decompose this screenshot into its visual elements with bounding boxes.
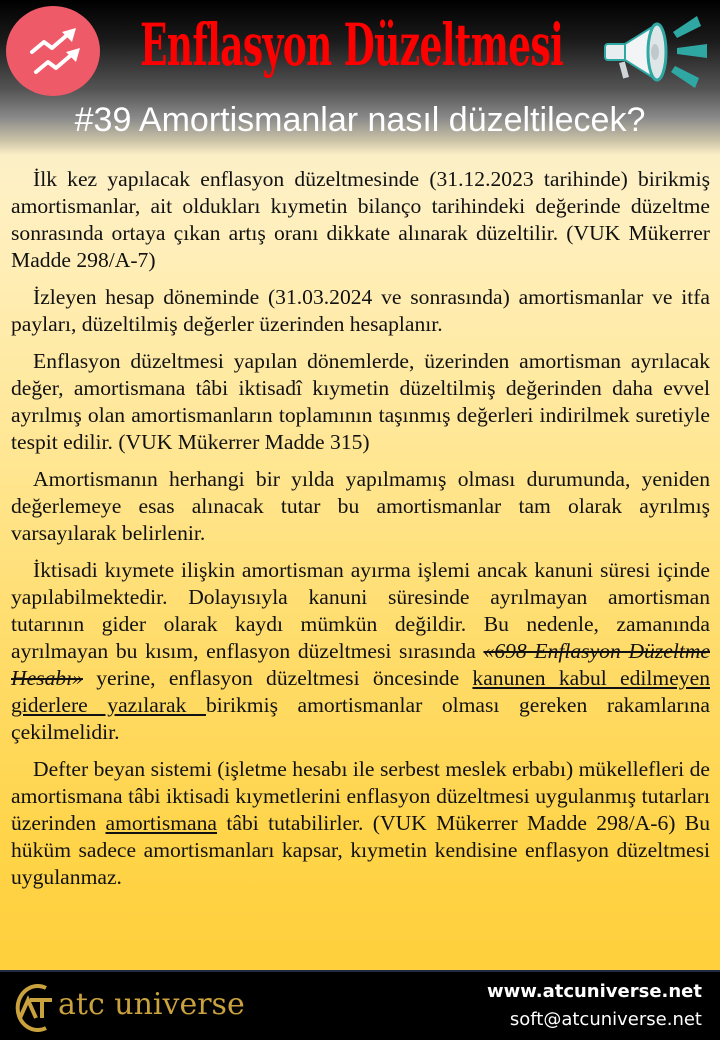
paragraph-text: tâbi tutabilirler. (VUK Mükerrer Madde 298/A-6) Bu hüküm sadece amortismanları kapsar, kıymetin kendisine enflasyon düzeltmesi uygulanmaz.: [11, 811, 710, 889]
contact-info: [487, 978, 702, 1034]
page-subtitle: #39 Amortismanlar nasıl düzeltilecek?: [74, 101, 646, 139]
trending-up-icon: [6, 6, 100, 96]
underlined-phrase: amortismana: [105, 811, 218, 835]
article-body: [11, 166, 710, 901]
paragraph-text: birikmiş amortismanlar olması gereken rakamlarına çekilmelidir.: [11, 693, 710, 744]
underlined-phrase: kanunen kabul edilmeyen giderlere yazılarak: [11, 666, 710, 717]
header: [0, 0, 720, 150]
email-link[interactable]: soft@atcuniverse.net: [509, 1009, 702, 1030]
brand-name: atc universe: [58, 987, 245, 1022]
paragraph-text: yerine, enflasyon düzeltmesi öncesinde: [82, 666, 473, 690]
megaphone-icon: [595, 10, 715, 90]
paragraph-depreciable-value: Enflasyon düzeltmesi yapılan dönemlerde, üzerinden amortisman ayrılacak değer, amortismana tâbi iktisadî kıymetin düzeltilmiş değerinden daha evvel ayrılmış olan amortismanların toplamının taşınmış değerleri indirilmek suretiyle tespit edilir. (VUK Mükerrer Madde 315): [11, 349, 710, 454]
paragraph-text: Defter beyan sistemi (işletme hesabı ile serbest meslek erbabı) mükellefleri de amortismana tâbi iktisadi kıymetlerini enflasyon düzeltmesi uygulanmış tutarları üzerinden: [11, 757, 710, 835]
paragraph-following-period: İzleyen hesap döneminde (31.03.2024 ve sonrasında) amortismanlar ve itfa payları, düzeltilmiş değerler üzerinden hesaplanır.: [11, 285, 710, 336]
paragraph-missed-depreciation: Amortismanın herhangi bir yılda yapılmamış olması durumunda, yeniden değerlemeye esas alınacak tutar bu amortismanlar tam olarak ayrılmış varsayılarak belirlenir.: [11, 467, 710, 545]
trending-up-arrows: [6, 6, 100, 96]
paragraph-text: İktisadi kıymete ilişkin amortisman ayırma işlemi ancak kanuni süresi içinde yapılabilmektedir. Dolayısıyla kanuni süresinde ayrılmayan amortisman tutarının gider olarak kaydı mümkün değildir. Bu nedenle, zamanında ayrılmayan bu kısım, enflasyon düzeltmesi sırasında: [11, 558, 710, 663]
paragraph-legal-period: [11, 557, 710, 746]
paragraph-book-declaration: [11, 756, 710, 891]
website-link[interactable]: www.atcuniverse.net: [487, 981, 702, 1002]
atc-logo-icon: [12, 978, 52, 1036]
footer: [0, 970, 720, 1040]
main-title: Enflasyon Düzeltmesi: [140, 11, 564, 79]
paragraph-initial-adjustment: İlk kez yapılacak enflasyon düzeltmesinde (31.12.2023 tarihinde) birikmiş amortismanlar, ait oldukları kıymetin bilanço tarihindeki değerinde düzeltme sonrasında ortaya çıkan artış oranı dikkate alınarak düzeltilir. (VUK Mükerrer Madde 298/A-7): [11, 167, 710, 272]
struck-account-name: «698 Enflasyon Düzeltme Hesabı»: [11, 639, 711, 690]
